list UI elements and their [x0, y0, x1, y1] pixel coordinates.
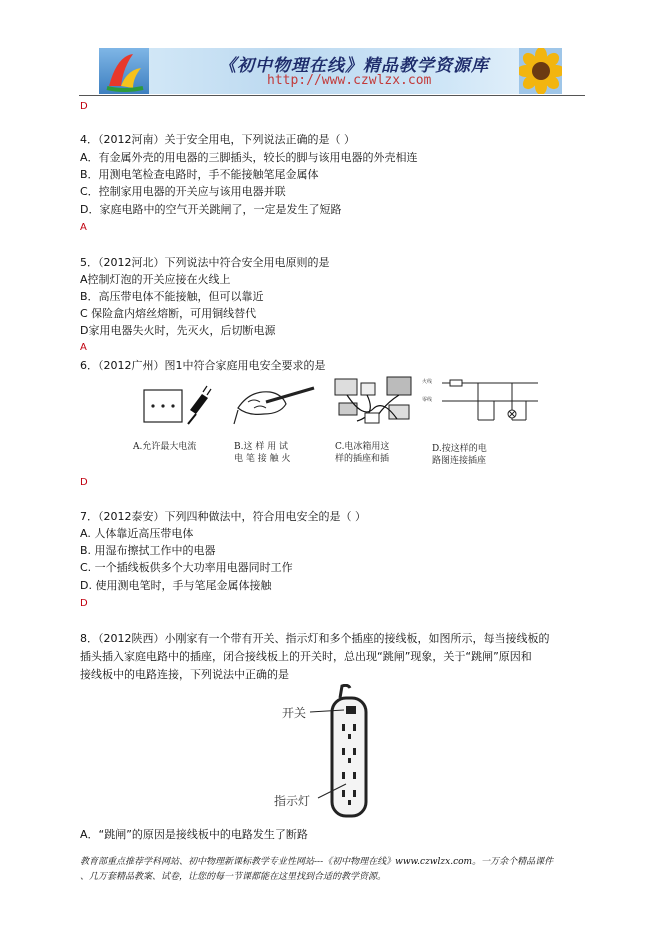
q6-figure-c: [333, 375, 415, 430]
header-rule: [79, 95, 585, 96]
q5-stem: 5．（2012河北）下列说法中符合安全用电原则的是: [80, 256, 330, 269]
sunflower-image: [519, 48, 562, 94]
q6-stem: 6．（2012广州）图1中符合家庭用电安全要求的是: [80, 359, 326, 372]
q7-option-d: D. 使用测电笔时，手与笔尾金属体接触: [80, 579, 272, 592]
q4-option-c: C．控制家用电器的开关应与该用电器并联: [80, 185, 286, 198]
q4-option-b: B．用测电笔检查电路时，手不能接触笔尾金属体: [80, 168, 319, 181]
q8-option-a: A．“跳闸”的原因是接线板中的电路发生了断路: [80, 828, 308, 841]
q5-option-a: A控制灯泡的开关应接在火线上: [80, 273, 231, 286]
footer-line-1: 教育部重点推荐学科网站、初中物理新课标教学专业性网站---《初中物理在线》www.czwlzx.com。一万余个精品课件: [80, 857, 554, 867]
banner-title: 《初中物理在线》精品教学资源库: [219, 56, 489, 76]
q4-answer: A: [80, 222, 87, 233]
site-logo: [99, 48, 149, 94]
banner-url[interactable]: http://www.czwlzx.com: [267, 73, 432, 88]
q4-stem: 4．（2012河南）关于安全用电，下列说法正确的是（ ）: [80, 133, 355, 146]
q7-option-a: A. 人体靠近高压带电体: [80, 527, 194, 540]
q6-figure-d: [420, 374, 540, 432]
q6-caption-b: B.这 样 用 试 电 笔 接 触 火: [234, 442, 291, 464]
q6-figure-b: [230, 380, 320, 430]
q4-option-d: D．家庭电路中的空气开关跳闸了，一定是发生了短路: [80, 203, 342, 216]
q5-option-c: C 保险盒内熔丝熔断，可用铜线替代: [80, 307, 257, 320]
q6-caption-c: C.电冰箱用这 样的插座和插: [335, 442, 390, 464]
footer-line-2: 、几万套精品教案、试卷，让您的每一节课都能在这里找到合适的教学资源。: [80, 872, 387, 882]
q5-answer: A: [80, 342, 87, 353]
switch-label: 开关: [282, 706, 307, 720]
q6-caption-d: D.按这样的电 路图连接插座: [432, 444, 487, 464]
q7-option-b: B. 用湿布擦拭工作中的电器: [80, 544, 216, 557]
q7-option-c: C. 一个插线板供多个大功率用电器同时工作: [80, 561, 293, 574]
q4-option-a: A．有金属外壳的用电器的三脚插头，较长的脚与该用电器的外壳相连: [80, 151, 418, 164]
q7-stem: 7．（2012泰安）下列四种做法中，符合用电安全的是（ ）: [80, 510, 366, 523]
q6-figure-a: [130, 380, 220, 430]
prev-answer: D: [80, 101, 88, 112]
header-banner: [99, 48, 562, 94]
q8-stem-line-3: 接线板中的电路连接，下列说法中正确的是: [80, 668, 289, 681]
q5-option-d: D家用电器失火时，先灭火，后切断电源: [80, 324, 276, 337]
indicator-label: 指示灯: [274, 794, 311, 808]
q8-power-strip-figure: [270, 684, 400, 822]
live-wire-label: 火线: [422, 379, 433, 385]
q7-answer: D: [80, 598, 88, 609]
q6-caption-a: A.允许最大电流: [133, 442, 197, 452]
q5-option-b: B．高压带电体不能接触，但可以靠近: [80, 290, 264, 303]
q8-stem-line-2: 插头插入家庭电路中的插座，闭合接线板上的开关时，总出现“跳闸”现象，关于“跳闸”原因和: [80, 650, 532, 663]
q6-answer: D: [80, 477, 88, 488]
neutral-wire-label: 零线: [422, 397, 433, 403]
q8-stem-line-1: 8．（2012陕西）小刚家有一个带有开关、指示灯和多个插座的接线板，如图所示，每当接线板的: [80, 632, 550, 645]
